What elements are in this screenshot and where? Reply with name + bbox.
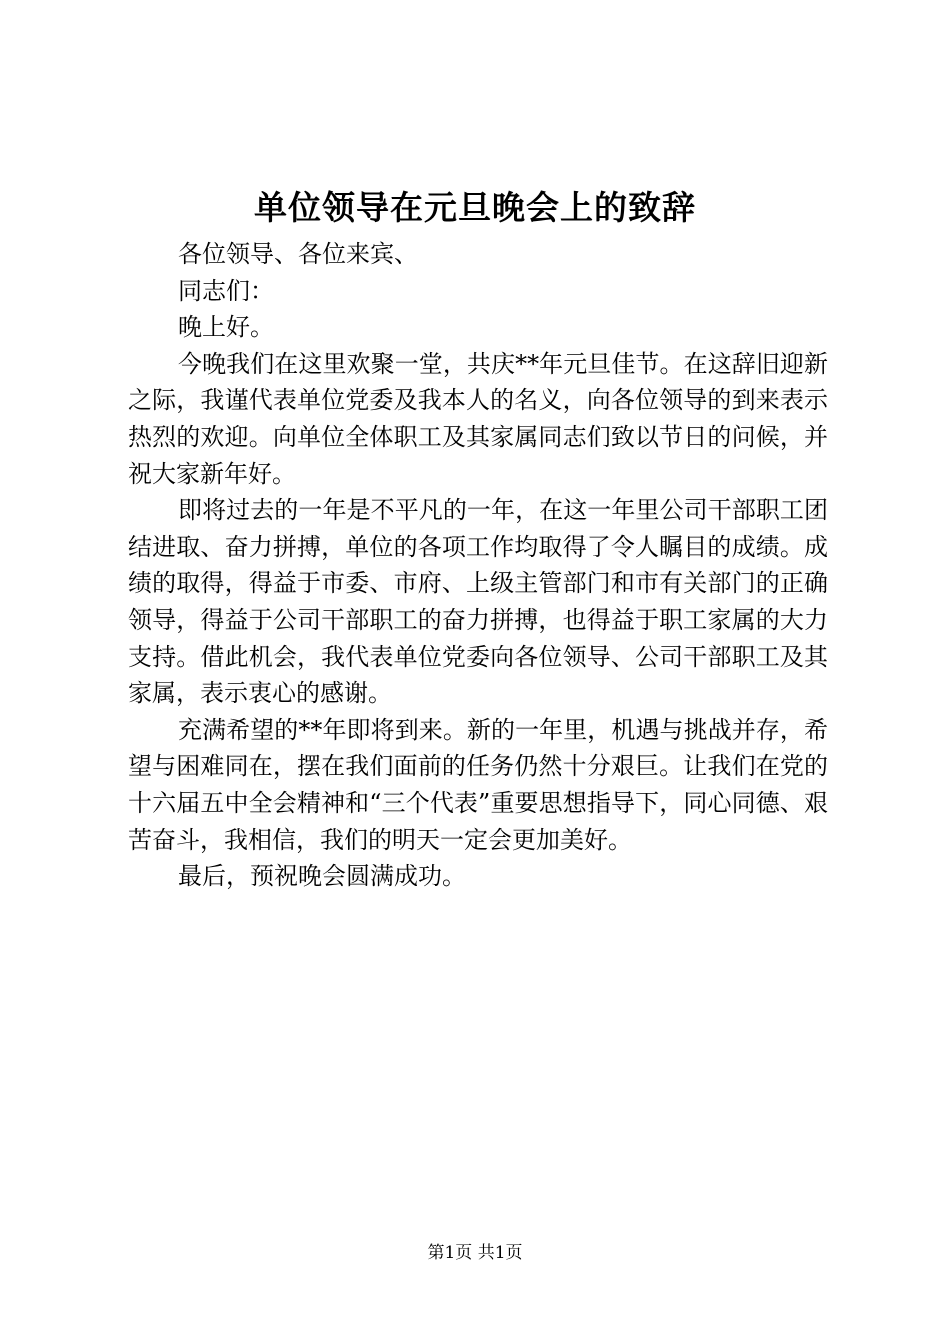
body-paragraph: 今晚我们在这里欢聚一堂，共庆**年元旦佳节。在这辞旧迎新之际，我谨代表单位党委及我本人的名义，向各位领导的到来表示热烈的欢迎。向单位全体职工及其家属同志们致以节日的问候，并祝大家新年好。 (128, 349, 828, 488)
closing-paragraph: 最后，预祝晚会圆满成功。 (178, 862, 466, 891)
salutation-line-2: 同志们： (178, 276, 274, 305)
document-body (128, 236, 828, 895)
greeting-line: 晚上好。 (178, 313, 274, 342)
body-paragraph: 即将过去的一年是不平凡的一年，在这一年里公司干部职工团结进取、奋力拼搏，单位的各项工作均取得了令人瞩目的成绩。成绩的取得，得益于市委、市府、上级主管部门和市有关部门的正确领导，得益于公司干部职工的奋力拼搏，也得益于职工家属的大力支持。借此机会，我代表单位党委向各位领导、公司干部职工及其家属，表示衷心的感谢。 (128, 496, 828, 708)
document-title: 单位领导在元旦晚会上的致辞 (254, 188, 696, 227)
salutation-line-1: 各位领导、各位来宾、 (178, 240, 418, 268)
body-paragraph: 充满希望的**年即将到来。新的一年里，机遇与挑战并存，希望与困难同在，摆在我们面前的任务仍然十分艰巨。让我们在党的十六届五中全会精神和“三个代表”重要思想指导下，同心同德、艰苦奋斗，我相信，我们的明天一定会更加美好。 (128, 715, 828, 854)
page-number-footer: 第1页 共1页 (427, 1243, 523, 1263)
